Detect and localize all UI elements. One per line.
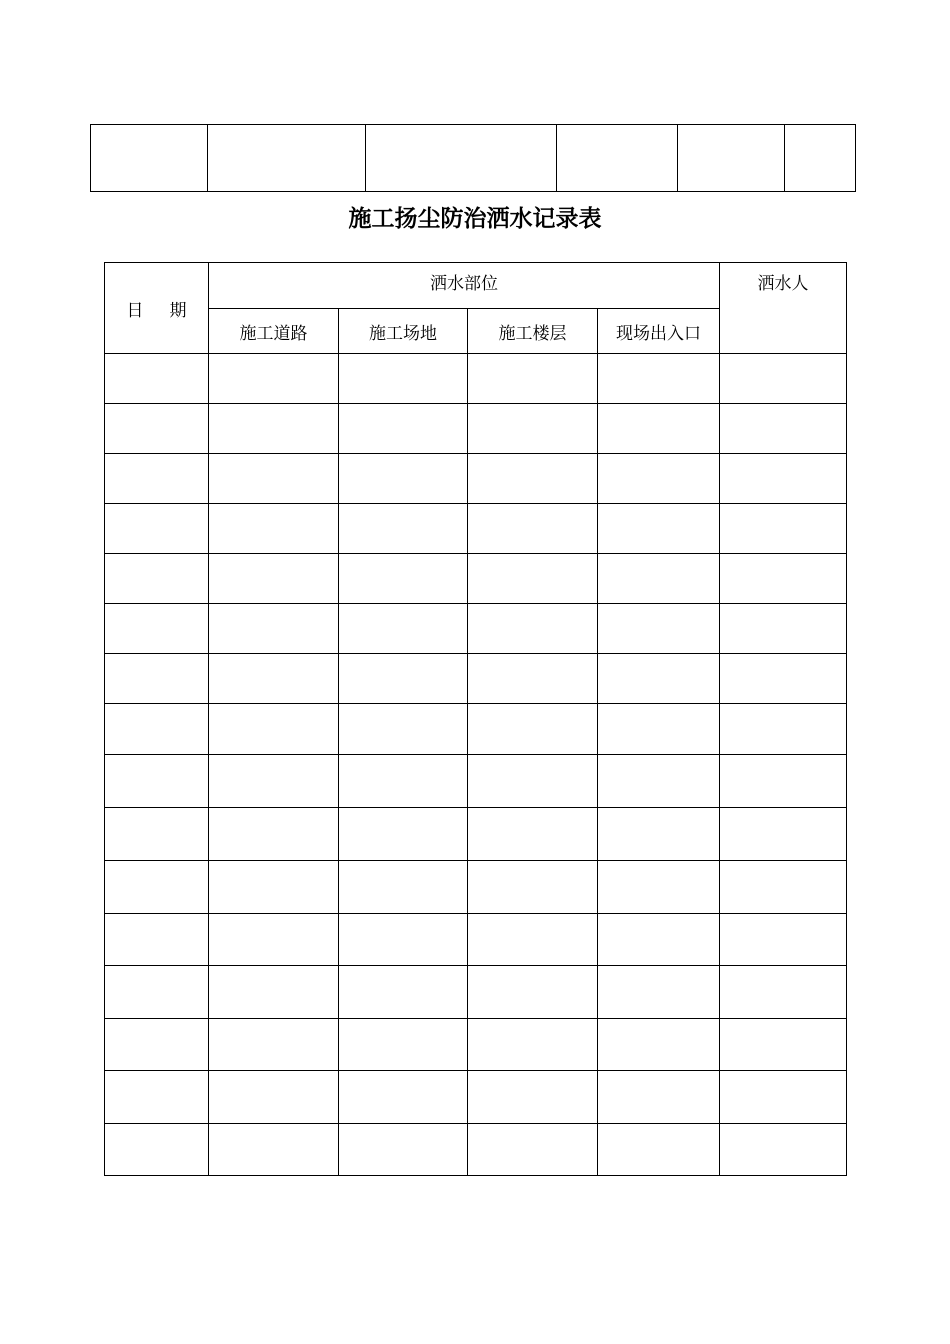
entrance-cell [598, 654, 720, 704]
site-cell [339, 454, 468, 504]
table-row [105, 704, 847, 755]
date-header-char: 日 [126, 300, 144, 321]
person-cell [720, 1124, 847, 1176]
subheader-construction-road: 施工道路 [209, 309, 339, 354]
person-cell [720, 404, 847, 454]
floor-cell [468, 404, 598, 454]
table-row [105, 654, 847, 704]
entrance-cell [598, 808, 720, 861]
table-row [105, 1124, 847, 1176]
road-cell [209, 554, 339, 604]
date-cell [105, 704, 209, 755]
entrance-cell [598, 966, 720, 1019]
entrance-cell [598, 404, 720, 454]
floor-cell [468, 1071, 598, 1124]
site-cell [339, 1071, 468, 1124]
road-cell [209, 1124, 339, 1176]
date-cell [105, 808, 209, 861]
road-cell [209, 454, 339, 504]
floor-cell [468, 704, 598, 755]
subheader-site-entrance: 现场出入口 [598, 309, 720, 354]
person-cell [720, 914, 847, 966]
table-header-row [105, 263, 847, 309]
entrance-cell [598, 554, 720, 604]
road-cell [209, 404, 339, 454]
top-table-cell [91, 125, 208, 192]
top-table-cell [366, 125, 557, 192]
top-table-cell [208, 125, 366, 192]
road-cell [209, 914, 339, 966]
site-cell [339, 554, 468, 604]
person-cell [720, 504, 847, 554]
entrance-cell [598, 454, 720, 504]
entrance-cell [598, 704, 720, 755]
person-cell [720, 966, 847, 1019]
person-cell [720, 861, 847, 914]
table-row [105, 861, 847, 914]
site-cell [339, 1124, 468, 1176]
road-cell [209, 354, 339, 404]
person-cell [720, 454, 847, 504]
site-cell [339, 404, 468, 454]
date-cell [105, 966, 209, 1019]
floor-cell [468, 966, 598, 1019]
page-title: 施工扬尘防治洒水记录表 [348, 206, 602, 232]
table-row [105, 504, 847, 554]
watering-location-group-header: 洒水部位 [209, 263, 720, 309]
road-cell [209, 654, 339, 704]
site-cell [339, 654, 468, 704]
road-cell [209, 504, 339, 554]
top-table-row [91, 125, 856, 192]
table-body [105, 354, 847, 1176]
date-cell [105, 604, 209, 654]
floor-cell [468, 354, 598, 404]
table-row [105, 914, 847, 966]
floor-cell [468, 861, 598, 914]
entrance-cell [598, 1124, 720, 1176]
top-table-cell [785, 125, 856, 192]
site-cell [339, 704, 468, 755]
site-cell [339, 755, 468, 808]
site-cell [339, 1019, 468, 1071]
floor-cell [468, 654, 598, 704]
floor-cell [468, 1019, 598, 1071]
table-row [105, 755, 847, 808]
table-row [105, 404, 847, 454]
site-cell [339, 354, 468, 404]
road-cell [209, 1071, 339, 1124]
watering-person-header: 洒水人 [720, 263, 847, 354]
date-cell [105, 404, 209, 454]
date-cell [105, 861, 209, 914]
site-cell [339, 504, 468, 554]
floor-cell [468, 755, 598, 808]
table-row [105, 808, 847, 861]
person-cell [720, 704, 847, 755]
entrance-cell [598, 504, 720, 554]
person-cell [720, 554, 847, 604]
person-cell [720, 654, 847, 704]
road-cell [209, 604, 339, 654]
table-row [105, 354, 847, 404]
subheader-construction-floor: 施工楼层 [468, 309, 598, 354]
table-row [105, 1071, 847, 1124]
watering-record-table [104, 262, 847, 1176]
table-row [105, 604, 847, 654]
site-cell [339, 604, 468, 654]
top-table-cell [678, 125, 785, 192]
date-cell [105, 755, 209, 808]
person-cell [720, 354, 847, 404]
site-cell [339, 861, 468, 914]
floor-cell [468, 808, 598, 861]
person-cell [720, 604, 847, 654]
entrance-cell [598, 1071, 720, 1124]
date-cell [105, 1071, 209, 1124]
person-cell [720, 1019, 847, 1071]
date-cell [105, 914, 209, 966]
entrance-cell [598, 755, 720, 808]
person-cell [720, 755, 847, 808]
top-blank-table [90, 124, 856, 192]
entrance-cell [598, 604, 720, 654]
table-row [105, 966, 847, 1019]
entrance-cell [598, 354, 720, 404]
date-cell [105, 454, 209, 504]
floor-cell [468, 454, 598, 504]
road-cell [209, 704, 339, 755]
floor-cell [468, 554, 598, 604]
subheader-construction-site: 施工场地 [339, 309, 468, 354]
entrance-cell [598, 1019, 720, 1071]
entrance-cell [598, 861, 720, 914]
road-cell [209, 808, 339, 861]
table-row [105, 454, 847, 504]
person-cell [720, 1071, 847, 1124]
date-cell [105, 654, 209, 704]
date-cell [105, 554, 209, 604]
floor-cell [468, 504, 598, 554]
road-cell [209, 1019, 339, 1071]
date-column-header [105, 263, 209, 354]
floor-cell [468, 604, 598, 654]
site-cell [339, 914, 468, 966]
road-cell [209, 755, 339, 808]
floor-cell [468, 914, 598, 966]
person-cell [720, 808, 847, 861]
date-cell [105, 504, 209, 554]
floor-cell [468, 1124, 598, 1176]
date-cell [105, 1019, 209, 1071]
date-header-char: 期 [169, 300, 187, 321]
date-cell [105, 1124, 209, 1176]
road-cell [209, 966, 339, 1019]
table-row [105, 554, 847, 604]
site-cell [339, 966, 468, 1019]
site-cell [339, 808, 468, 861]
top-table-cell [557, 125, 678, 192]
table-row [105, 1019, 847, 1071]
road-cell [209, 861, 339, 914]
date-cell [105, 354, 209, 404]
entrance-cell [598, 914, 720, 966]
